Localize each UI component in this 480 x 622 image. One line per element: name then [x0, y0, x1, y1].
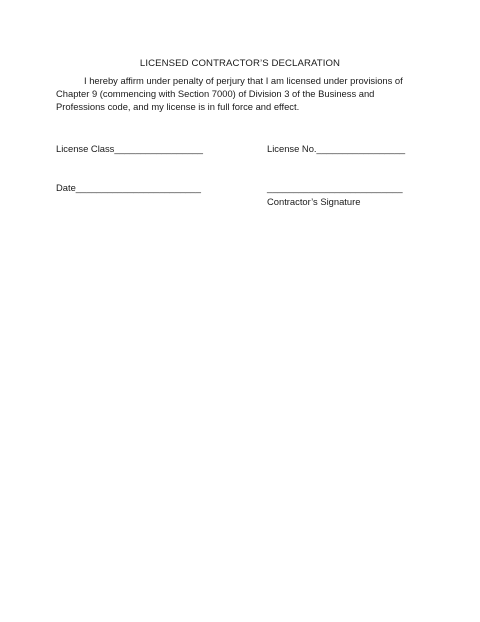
license-class-field[interactable]: License Class_________________ — [56, 143, 203, 154]
signature-line-field[interactable]: __________________________ — [267, 182, 403, 193]
license-number-field[interactable]: License No._________________ — [267, 143, 406, 154]
paragraph-line: Chapter 9 (commencing with Section 7000) of Division 3 of the Business and — [56, 88, 375, 99]
paragraph-line: I hereby affirm under penalty of perjury that I am licensed under provisions of — [84, 75, 403, 86]
signature-label: Contractor’s Signature — [267, 196, 361, 207]
paragraph-line: Professions code, and my license is in full force and effect. — [56, 101, 300, 112]
document-title: LICENSED CONTRACTOR’S DECLARATION — [139, 58, 341, 69]
date-field[interactable]: Date________________________ — [56, 182, 201, 193]
declaration-paragraph — [56, 74, 426, 113]
